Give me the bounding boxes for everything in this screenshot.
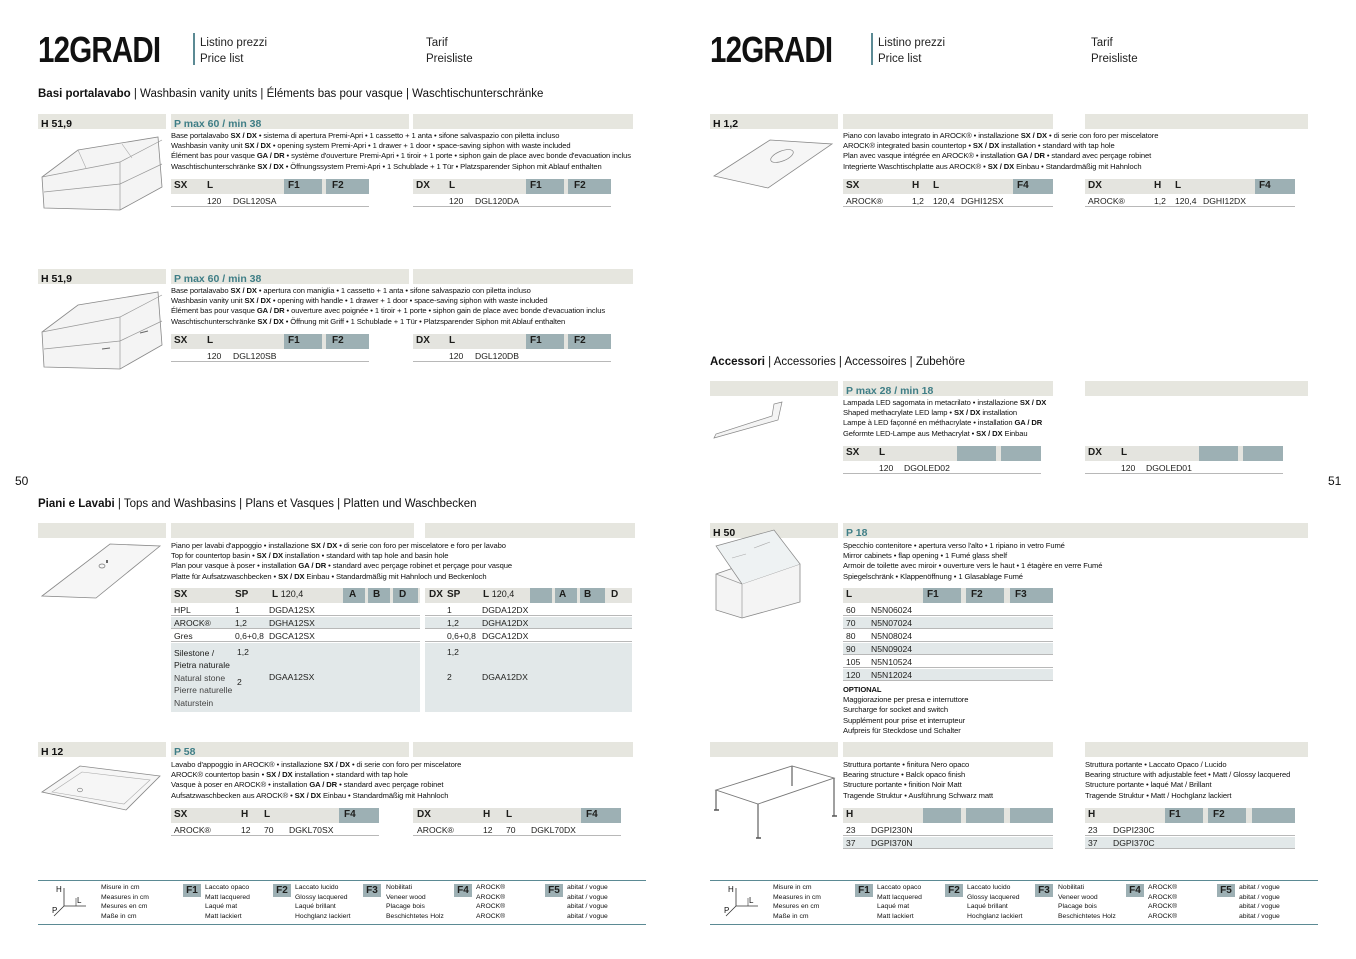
table-row: AROCK® 1,2 120,4 DGHI12SX (843, 195, 1053, 207)
description-line: Specchio contenitore • apertura verso l'alto • 1 ripiano in vetro Fumé (843, 541, 1065, 550)
description-line: Base portalavabo SX / DX • sistema di apertura Premi-Apri • 1 cassetto + 1 anta • sifone salvaspazio con piletta incluso (171, 131, 560, 140)
description-line: Plan pour vasque à poser • installation GA / DR • standard avec perçage robinet et perçage pour vasque (171, 561, 513, 571)
description-line: Bearing structure with adjustable feet • Matt / Glossy lacquered (1085, 770, 1291, 780)
dimension-bar (710, 381, 838, 396)
brand-logo-right: 12GRADI (710, 29, 833, 70)
table-row: 105 N5N10524 (843, 656, 1053, 668)
header-price-list: Price list (878, 53, 922, 65)
height-label: H 51,9 (41, 273, 72, 285)
table-row: 120 DGL120SB (171, 350, 369, 362)
description-line: AROCK® countertop basin • SX / DX installation • standard with tap hole (171, 770, 408, 780)
description-block (843, 398, 1046, 439)
axis-l: L (749, 896, 754, 905)
table-header: DX H L F4 (1085, 179, 1295, 194)
table-row: AROCK® 12 70 DGKL70DX (413, 824, 621, 836)
legend-measures: Misure in cm Measures in cm Mesures en cm Maße in cm (101, 884, 149, 920)
table-header: SX L (843, 446, 1041, 461)
table-header: DX H L F4 (413, 808, 621, 823)
description-line: Piano con lavabo integrato in AROCK® • installazione SX / DX • di serie con foro per miscelatore (843, 131, 1159, 140)
axis-p: P (52, 906, 58, 915)
description-line: Waschtischunterschränke SX / DX • Öffnungssystem Premi-Apri • 1 Schublade + 1 Tür • Platzsparender Siphon mit Ablauf enthalten (171, 161, 602, 171)
legend-finish: Nobilitati Veneer wood Placage bois Beschichtetes Holz (1058, 884, 1116, 920)
table-row: 80 N5N08024 (843, 630, 1053, 642)
description-line: Structure portante • laqué Mat / Brillant (1085, 780, 1212, 790)
dimension-bar (38, 523, 166, 538)
header-tarif (426, 35, 473, 67)
legend-top-line (710, 880, 1318, 881)
section-title-it: Accessori (710, 356, 765, 368)
table-header: DX L (1085, 446, 1283, 461)
optional-line: Supplément pour prise et interrupteur (843, 715, 966, 725)
legend-key-f1: F1 (855, 884, 873, 897)
led-lamp-drawing (712, 398, 792, 442)
washbasin-drawing (40, 762, 162, 814)
header-listino (878, 35, 945, 67)
header-tarif-fr: Tarif (426, 37, 448, 49)
table-row: AROCK® 12 70 DGKL70SX (171, 824, 379, 836)
table-header: DX L F1 F2 (413, 334, 611, 349)
header-listino (200, 35, 267, 67)
depth-bar (171, 114, 409, 129)
legend-measures: Misure in cm Measures in cm Mesures en cm Maße in cm (773, 884, 821, 920)
stone-sp: 2 (447, 672, 452, 682)
table-row: 37 DGPI370C (1085, 837, 1295, 849)
description-line: Mirror cabinets • flap opening • 1 Fumé glass shelf (843, 551, 1007, 561)
description-block (171, 541, 512, 582)
description-line: Integrierte Waschtischplatte aus AROCK® • SX / DX Einbau • Standardmäßig mit Hahnloch (843, 161, 1142, 171)
legend-bottom-line (38, 924, 646, 925)
depth-bar (843, 523, 1308, 538)
page-number-left: 50 (15, 474, 29, 488)
section-title-piani (38, 498, 477, 510)
optional-block (843, 685, 968, 736)
support-structure-drawing (712, 760, 837, 842)
table-row: 70 N5N07024 (843, 617, 1053, 629)
description-line: Tragende Struktur • Ausführung Schwarz matt (843, 790, 994, 800)
stone-material-label: Silestone / Pietra naturale Natural stone Pierre naturelle Naturstein (174, 648, 233, 708)
legend-finish: abitat / vogue abitat / vogue abitat / vogue abitat / vogue (567, 884, 608, 920)
dimension-bar (38, 114, 166, 129)
vanity-unit-drawing (40, 132, 165, 214)
table-row: 37 DGPI370N (843, 837, 1053, 849)
legend-finish: abitat / vogue abitat / vogue abitat / vogue abitat / vogue (1239, 884, 1280, 920)
integrated-top-drawing (712, 136, 836, 194)
table-header: SX L F1 F2 (171, 334, 369, 349)
stone-sp: 1,2 (237, 647, 249, 657)
legend-finish: Laccato lucido Glossy lacquered Laqué brillant Hochglanz lackiert (295, 884, 351, 920)
table-row: 90 N5N09024 (843, 643, 1053, 655)
blank-bar (1085, 742, 1308, 757)
table-row: AROCK® 1,2 DGHA12SX (171, 617, 420, 629)
legend-finish: Laccato opaco Matt lacquered Laqué mat Matt lackiert (205, 884, 250, 920)
depth-label: P max 60 / min 38 (174, 118, 262, 130)
description-line: Top for countertop basin • SX / DX installation • standard with tap hole and basin hole (171, 551, 449, 561)
section-title-it: Basi portalavabo (38, 88, 131, 100)
height-label: H 1,2 (713, 118, 739, 130)
legend-key-f2: F2 (945, 884, 963, 897)
section-title-rest: | Tops and Washbasins | Plans et Vasques | Platten und Waschbecken (114, 498, 477, 510)
blank-bar (1085, 114, 1308, 129)
table-row: 23 DGPI230N (843, 824, 1053, 836)
vanity-unit-drawing (40, 287, 165, 373)
header-preisliste: Preisliste (1091, 53, 1138, 65)
legend-finish: AROCK® AROCK® AROCK® AROCK® (1148, 884, 1178, 920)
description-line: Armoir de toilette avec miroir • ouverture vers le haut • 1 étagère en verre Fumé (843, 561, 1103, 571)
axis-h: H (56, 885, 62, 894)
table-row: 60 N5N06024 (843, 604, 1053, 616)
section-title-accessori (710, 356, 965, 368)
legend-finish: Laccato lucido Glossy lacquered Laqué brillant Hochglanz lackiert (967, 884, 1023, 920)
dimension-bar (710, 114, 838, 129)
section-title-it: Piani e Lavabi (38, 498, 115, 510)
stone-row (171, 643, 420, 712)
table-row: 0,6+0,8 DGCA12DX (425, 630, 632, 642)
description-line: Élément bas pour vasque GA / DR • système d'ouverture Premi-Apri • 1 tiroir + 1 porte • siphon gain de place avec bonde d'evacuation inclus (171, 151, 631, 161)
header-divider (193, 33, 195, 65)
axis-l: L (77, 896, 82, 905)
description-line: Shaped methacrylate LED lamp • SX / DX installation (843, 408, 1018, 418)
legend-key-f1: F1 (183, 884, 201, 897)
table-row: 120 DGL120DB (413, 350, 611, 362)
optional-line: Aufpreis für Steckdose und Schalter (843, 725, 961, 735)
header-listino-it: Listino prezzi (878, 37, 946, 49)
depth-bar (843, 114, 1053, 129)
depth-bar (171, 269, 409, 284)
description-line: Spiegelschränk • Klappenöffnung • 1 Glasablage Fumé (843, 571, 1023, 581)
depth-bar (171, 523, 414, 538)
axis-p: P (724, 906, 730, 915)
description-line: Structure portante • finition Noir Matt (843, 780, 962, 790)
depth-label: P 18 (846, 527, 868, 539)
table-header: DX SP L 120,4 A B D (425, 588, 632, 603)
legend-key-f3: F3 (363, 884, 381, 897)
height-label: H 50 (713, 527, 736, 539)
description-line: Plan avec vasque intégrée en AROCK® • installation GA / DR • standard avec perçage robinet (843, 151, 1152, 161)
description-line: Washbasin vanity unit SX / DX • opening system Premi-Apri • 1 drawer + 1 door • space-saving siphon with waste included (171, 141, 571, 151)
page-number-right: 51 (1328, 474, 1342, 488)
description-block (843, 541, 1102, 582)
legend-key-f5: F5 (545, 884, 563, 897)
optional-line: Maggiorazione per presa e interruttore (843, 695, 969, 705)
table-row: 120 DGOLED01 (1085, 462, 1283, 474)
depth-label: P max 28 / min 18 (846, 385, 934, 397)
table-header: SX SP L 120,4 A B D (171, 588, 420, 603)
depth-bar (843, 742, 1053, 757)
description-block (1085, 760, 1290, 801)
table-row: 1 DGDA12DX (425, 604, 632, 616)
description-block (171, 760, 461, 801)
description-block (171, 131, 631, 172)
optional-title: OPTIONAL (843, 685, 882, 694)
legend-key-f2: F2 (273, 884, 291, 897)
table-row: AROCK® 1,2 120,4 DGHI12DX (1085, 195, 1295, 207)
legend-finish: Nobilitati Veneer wood Placage bois Beschichtetes Holz (386, 884, 444, 920)
section-title-basi (38, 88, 543, 100)
section-title-rest: | Washbasin vanity units | Éléments bas pour vasque | Waschtischunterschränke (130, 88, 544, 100)
blank-bar (413, 269, 633, 284)
table-row: 120 DGL120DA (413, 195, 611, 207)
table-header: L F1 F2 F3 (843, 588, 1053, 603)
legend-key-f4: F4 (1126, 884, 1144, 897)
countertop-drawing (40, 540, 165, 602)
blank-bar (413, 742, 633, 757)
description-line: Struttura portante • finitura Nero opaco (843, 760, 970, 769)
header-divider (871, 33, 873, 65)
legend-finish: Laccato opaco Matt lacquered Laqué mat Matt lackiert (877, 884, 922, 920)
legend-key-f5: F5 (1217, 884, 1235, 897)
height-label: H 51,9 (41, 118, 72, 130)
mirror-cabinet-drawing (712, 540, 802, 620)
description-line: Lavabo d'appoggio in AROCK® • installazione SX / DX • di serie con foro per miscelatore (171, 760, 462, 769)
description-line: Aufsatzwaschbecken aus AROCK® • SX / DX Einbau • Standardmäßig mit Hahnloch (171, 790, 449, 800)
table-row: Gres 0,6+0,8 DGCA12SX (171, 630, 420, 642)
optional-line: Surcharge for socket and switch (843, 705, 948, 715)
description-block (843, 131, 1158, 172)
table-header: SX L F1 F2 (171, 179, 369, 194)
blank-bar (425, 523, 635, 538)
description-line: Élément bas pour vasque GA / DR • ouverture avec poignée • 1 tiroir + 1 porte • siphon gain de place avec bonde d'evacuation inclus (171, 306, 606, 316)
header-price-list: Price list (200, 53, 244, 65)
stone-sp: 1,2 (447, 647, 459, 657)
table-row: 120 DGL120SA (171, 195, 369, 207)
table-row: 120 DGOLED02 (843, 462, 1041, 474)
header-preisliste: Preisliste (426, 53, 473, 65)
table-header: DX L F1 F2 (413, 179, 611, 194)
height-label: H 12 (41, 746, 64, 758)
description-line: Waschtischunterschränke SX / DX • Öffnung mit Griff • 1 Schublade + 1 Tür • Platzsparender Siphon mit Ablauf enthalten (171, 316, 566, 326)
stone-code: DGAA12DX (482, 672, 528, 682)
description-line: Platte für Aufsatzwaschbecken • SX / DX Einbau • Standardmäßig mit Hahnloch und Beckenloch (171, 571, 487, 581)
description-line: Bearing structure • Balck opaco finish (843, 770, 966, 780)
description-line: Struttura portante • Laccato Opaco / Lucido (1085, 760, 1227, 769)
description-line: Tragende Struktur • Matt / Hochglanz lackiert (1085, 790, 1232, 800)
table-row: HPL 1 DGDA12SX (171, 604, 420, 616)
legend-bottom-line (710, 924, 1318, 925)
table-header: H (843, 808, 1053, 823)
table-header: SX H L F4 (843, 179, 1053, 194)
header-tarif-fr: Tarif (1091, 37, 1113, 49)
header-tarif (1091, 35, 1138, 67)
legend-top-line (38, 880, 646, 881)
description-line: Lampe à LED façonné en méthacrylate • installation GA / DR (843, 418, 1043, 428)
legend-finish: AROCK® AROCK® AROCK® AROCK® (476, 884, 506, 920)
dimension-bar (38, 742, 166, 757)
stone-sp: 2 (237, 677, 242, 687)
stone-row (425, 643, 632, 712)
dimension-bar (38, 269, 166, 284)
description-line: Base portalavabo SX / DX • apertura con maniglia • 1 cassetto + 1 anta • sifone salvaspazio con piletta incluso (171, 286, 531, 295)
description-line: Geformte LED-Lampe aus Methacrylat • SX / DX Einbau (843, 428, 1028, 438)
depth-bar (171, 742, 409, 757)
dimension-bar (710, 742, 838, 757)
legend-key-f3: F3 (1035, 884, 1053, 897)
brand-logo-left: 12GRADI (38, 29, 161, 70)
description-line: AROCK® integrated basin countertop • SX / DX installation • standard with tap hole (843, 141, 1115, 151)
depth-label: P 58 (174, 746, 196, 758)
description-line: Piano per lavabi d'appoggio • installazione SX / DX • di serie con foro per miscelatore e foro per lavabo (171, 541, 506, 550)
legend-key-f4: F4 (454, 884, 472, 897)
table-row: 23 DGPI230C (1085, 824, 1295, 836)
table-header: H F1 F2 (1085, 808, 1295, 823)
description-block (171, 286, 605, 327)
blank-bar (1085, 381, 1308, 396)
description-line: Washbasin vanity unit SX / DX • opening with handle • 1 drawer + 1 door • space-saving siphon with waste included (171, 296, 548, 306)
axis-h: H (728, 885, 734, 894)
depth-label: P max 60 / min 38 (174, 273, 262, 285)
blank-bar (413, 114, 633, 129)
table-row: 1,2 DGHA12DX (425, 617, 632, 629)
stone-code: DGAA12SX (269, 672, 315, 682)
description-block (843, 760, 993, 801)
section-title-rest: | Accessories | Accessoires | Zubehöre (764, 356, 966, 368)
header-listino-it: Listino prezzi (200, 37, 268, 49)
depth-bar (843, 381, 1053, 396)
table-header: SX H L F4 (171, 808, 379, 823)
description-line: Vasque à poser en AROCK® • installation GA / DR • standard avec perçage robinet (171, 780, 444, 790)
table-row: 120 N5N12024 (843, 669, 1053, 681)
description-line: Lampada LED sagomata in metacrilato • installazione SX / DX (843, 398, 1047, 407)
